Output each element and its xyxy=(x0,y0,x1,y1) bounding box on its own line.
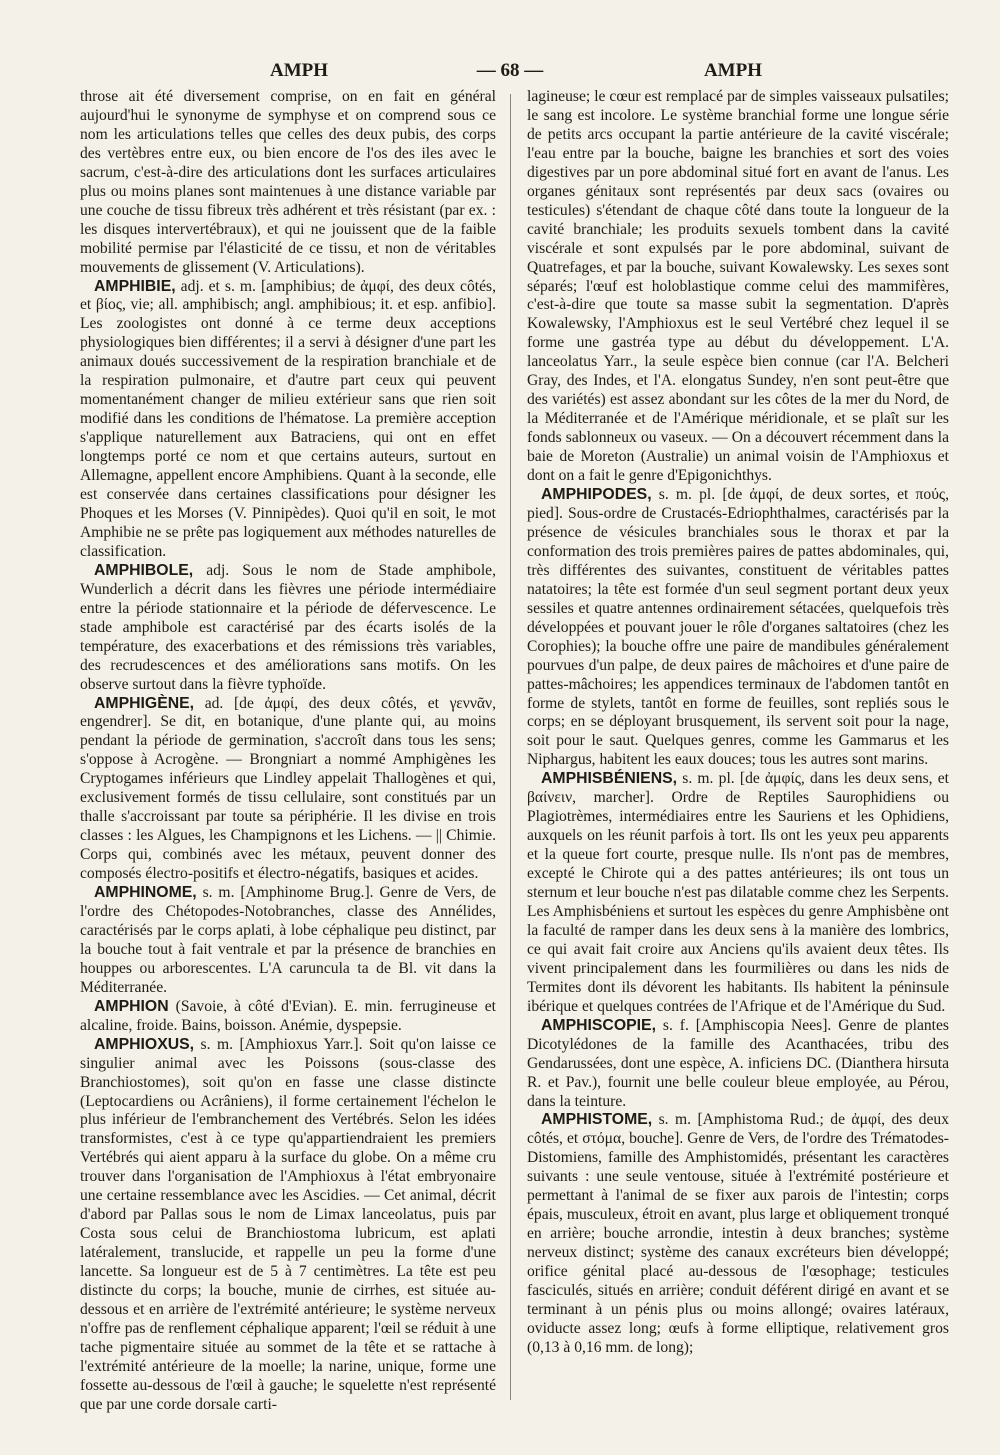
entry-text: s. m. pl. [de ἀμφίς, dans les deux sens, et βαίνειν, marcher]. Ordre de Reptiles Saurophidiens ou Plagiotrèmes, intermédiaires entre les Sauriens et les Ophidiens, auxquels on les réunit parfois à tort. Ils ont les yeux peu apparents et la queue fort courte, presque nulle. Ils n'ont pas de membres, excepté le Chirote qui a des pattes antérieures; ils ont tous un sternum et leur bouche n'est pas dilatable comme chez les Serpents. Les Amphisbéniens et surtout les espèces du genre Amphisbène ont la faculté de ramper dans les deux sens à la manière des lombrics, ce qui avait fait croire aux Anciens qu'ils avaient deux têtes. Ils vivent principalement dans les fourmilières ou dans les nids de Termites dont ils dévorent les habitants. Ils habitent la péninsule ibérique et quelques contrées de l'Afrique et de l'Amérique du Sud. xyxy=(527,770,949,1015)
column-divider xyxy=(510,94,511,1400)
entry-headword: AMPHIOXUS, xyxy=(94,1035,195,1053)
entry-amphioxus xyxy=(80,1036,496,1415)
entry-headword: AMPHIGÈNE, xyxy=(94,694,195,712)
entry-text: lagineuse; le cœur est remplacé par de simples vaisseaux pulsatiles; le sang est incolore. Le système branchial forme une longue série de petits arcs occupant la partie antérieure de la cavité viscérale; l'eau entre par la bouche, baigne les branchies et sort des voies digestives par un pore abdominal situé fort en avant de l'anus. Les organes génitaux sont représentés par deux sacs (ovaires ou testicules) s'étendant de chaque côté dans toute la longueur de la cavité branchiale; les produits sexuels tombent dans la cavité viscérale et sont expulsés par le pore abdominal, suivant de Quatrefages, et par la bouche, suivant Kowalewsky. Les sexes sont séparés; l'œuf est holoblastique comme celui des mammifères, c'est-à-dire que toute sa masse subit la segmentation. D'après Kowalewsky, l'Amphioxus est le seul Vertébré chez lequel il se forme une gastréa type au début du développement. L'A. lanceolatus Yarr., la seule espèce bien connue (car l'A. Belcheri Gray, des Indes, et l'A. elongatus Sundey, n'en sont peut-être que des variétés) est assez abondant sur les côtes de la mer du Nord, de la Méditerranée et de l'Amérique méridionale, et se plaît sur les fonds sablonneux ou vaseux. — On a découvert récemment dans la baie de Moreton (Australie) un animal voisin de l'Amphioxus et dont on a fait le genre d'Epigonichthys. xyxy=(527,88,949,485)
entry-headword: AMPHISBÉNIENS, xyxy=(541,770,678,788)
entry-amphistome xyxy=(527,1111,949,1357)
entry-headword: AMPHIPODES, xyxy=(541,486,652,504)
entry-text: adj. et s. m. [amphibius; de ἀμφί, des deux côtés, et βίος, vie; all. amphibisch; angl. amphibious; it. et esp. anfibio]. Les zoologistes ont donné à ce terme deux acceptions physiologiques bien différentes; il a servi à désigner d'une part les animaux doués successivement de la respiration branchiale et de la respiration pulmonaire, et d'autre part ceux qui peuvent momentanément changer de milieu extérieur sans que rien soit modifié dans les conditions de l'hématose. La première acception s'applique naturellement aux Batraciens, qui ont en effet longtemps porté ce nom et que certains auteurs, surtout en Allemagne, appellent encore Amphibiens. Quant à la seconde, elle est conservée dans certaines classifications pour désigner les Phoques et les Morses (V. Pinnipèdes). Quoi qu'il en soit, le mot Amphibie ne se prête pas logiquement aux méthodes naturelles de classification. xyxy=(80,277,496,560)
entry-headword: AMPHISTOME, xyxy=(541,1111,653,1129)
header-right-guide-word: AMPH xyxy=(703,60,762,81)
entry-headword: AMPHINOME, xyxy=(94,884,197,902)
entry-headword: AMPHIBOLE, xyxy=(94,561,194,579)
entry-amphibie xyxy=(80,278,496,562)
entry-text: throse ait été diversement comprise, on en fait en général aujourd'hui le synonyme de symphyse et on comprend sous ce nom les articulations telles que celles des deux pubis, des corps des vertèbres entre eux, ou bien encore de l'os des iles avec le sacrum, c'est-à-dire des articulations dont les surfaces articulaires plus ou moins planes sont maintenues à une distance variable par une couche de tissu fibreux très adhérent et très résistant (par ex. : les disques intervertébraux), et qui ne jouissent que de la faible mobilité permise par l'élasticité de ce tissu, et non de véritables mouvements de glissement (V. Articulations). xyxy=(80,88,496,276)
header-left-guide-word: AMPH xyxy=(270,60,329,81)
left-column xyxy=(80,88,496,1415)
entry-continuation xyxy=(80,88,496,278)
entry-text: adj. Sous le nom de Stade amphibole, Wunderlich a décrit dans les fièvres une période intermédiaire entre la période stationnaire et la période de défervescence. Le stade amphibole est caractérisé par des écarts isolés de la température, des exacerbations et des rémissions très variables, des recrudescences et des améliorations sans motifs. On les observe surtout dans la fièvre typhoïde. xyxy=(80,561,496,693)
running-header xyxy=(78,60,942,86)
entry-text: s. m. [Amphistoma Rud.; de ἀμφί, des deux côtés, et στόμα, bouche]. Genre de Vers, de l'ordre des Trématodes-Distomiens, famille des Amphistomidés, présentant les caractères suivants : une seule ventouse, située à l'extrémité postérieure et permettant à l'animal de se fixer aux parois de l'intestin; corps épais, musculeux, étroit en avant, plus large et obliquement tronqué en arrière; bouche arrondie, intestin à deux branches; système nerveux distinct; système des canaux excréteurs bien développé; orifice génital placé au-dessous de l'œsophage; testicules fasciculés, situés en arrière; conduit déférent dirigé en avant et se terminant à un pénis plus ou moins allongé; ovaires latéraux, oviducte assez long; œufs à forme elliptique, relativement gros (0,13 à 0,16 mm. de long); xyxy=(527,1111,949,1356)
entry-amphion xyxy=(80,998,496,1036)
entry-amphiscopie xyxy=(527,1017,949,1112)
entry-text: ad. [de ἀμφί, des deux côtés, et γεννᾶν, engendrer]. Se dit, en botanique, d'une plante qui, au moins pendant la période de germination, s'accroît dans tous les sens; s'oppose à Acrogène. — Brongniart a nommé Amphigènes les Cryptogames inférieurs que Lindley appelait Thallogènes et qui, exclusivement formés de tissu cellulaire, sont constitués par un thalle s'accroissant par toute sa périphérie. Il les divise en trois classes : les Algues, les Champignons et les Lichens. — || Chimie. Corps qui, combinés avec les métaux, peuvent donner des composés électro-positifs et électro-négatifs, basiques et acides. xyxy=(80,694,496,883)
entry-text: (Savoie, à côté d'Evian). E. min. ferrugineuse et alcaline, froide. Bains, boisson. Anémie, dyspepsie. xyxy=(80,997,496,1034)
entry-headword: AMPHIBIE, xyxy=(94,277,176,295)
entry-amphisbeniens xyxy=(527,770,949,1016)
entry-amphinome xyxy=(80,884,496,998)
entry-amphigene xyxy=(80,695,496,885)
entry-text: s. m. pl. [de ἀμφί, de deux sortes, et πούς, pied]. Sous-ordre de Crustacés-Edriophthalmes, caractérisés par la présence de vésicules branchiales sous le thorax et par la conformation des trois premières paires de pattes abdominales, qui, très différentes des suivantes, constituent de véritables pattes natatoires; la tête est formée d'un seul segment portant deux yeux sessiles et quatre antennes ordinairement sétacées, quelquefois très développées et pouvant jouer le rôle d'organes saltatoires (chez les Corophies); la bouche offre une paire de mandibules généralement pourvues d'un palpe, de deux paires de mâchoires et d'une paire de pattes-mâchoires; les appendices terminaux de l'abdomen tantôt en forme de stylets, tantôt en forme de feuilles, sont repliés sous le corps; en se déployant brusquement, ils servent soit pour la nage, soit pour le saut. Quelques genres, comme les Gammarus et les Niphargus, habitent les eaux douces; tous les autres sont marins. xyxy=(527,486,949,769)
right-column xyxy=(527,88,949,1358)
entry-text: s. f. [Amphiscopia Nees]. Genre de plantes Dicotylédones de la famille des Acanthacées, tribu des Gendarussées, dont une espèce, A. inficiens DC. (Dianthera hirsuta R. et Pav.), fournit une belle couleur bleue employée, au Pérou, dans la teinture. xyxy=(527,1016,949,1110)
entry-text: s. m. [Amphioxus Yarr.]. Soit qu'on laisse ce singulier animal avec les Poissons (sous-classe des Branchiostomes), soit qu'on en fasse une classe distincte (Leptocardiens ou Acrâniens), il forme certainement l'échelon le plus inférieur de l'embranchement des Vertébrés. Selon les idées transformistes, c'est à ce type qu'appartiendraient les premiers Vertébrés qui aient apparu à la surface du globe. On a même cru trouver dans l'organisation de l'Amphioxus à l'état embryonaire une certaine ressemblance avec les Ascidies. — Cet animal, décrit d'abord par Pallas sous le nom de Limax lanceolatus, puis par Costa sous celui de Branchiostoma lubricum, est aplati latéralement, translucide, et rappelle un peu la forme d'une lancette. Sa longueur est de 5 à 7 centimètres. La tête est peu distincte du corps; la bouche, munie de cirrhes, est située au-dessous et en arrière de l'extrémité antérieure; le système nerveux n'offre pas de renflement céphalique apparent; l'œil se réduit à une tache pigmentaire située au sommet de la tête et se rattache à l'extrémité antérieure de la moelle; la narine, unique, forme une fossette au-dessous de l'œil à gauche; le squelette n'est représenté que par une corde dorsale carti- xyxy=(80,1035,496,1413)
entry-headword: AMPHION xyxy=(94,997,169,1015)
entry-amphibole xyxy=(80,562,496,695)
entry-amphipodes xyxy=(527,486,949,770)
entry-text: s. m. [Amphinome Brug.]. Genre de Vers, de l'ordre des Chétopodes-Notobranches, classe des Annélides, caractérisés par le corps aplati, à lobe céphalique peu distinct, par la bouche tout à fait ventrale et par la présence de branchies en houppes ou arborescentes. L'A caruncula ta de Bl. vit dans la Méditerranée. xyxy=(80,884,496,996)
entry-continuation xyxy=(527,88,949,486)
entry-headword: AMPHISCOPIE, xyxy=(541,1016,656,1034)
page-number: — 68 — xyxy=(476,60,544,81)
